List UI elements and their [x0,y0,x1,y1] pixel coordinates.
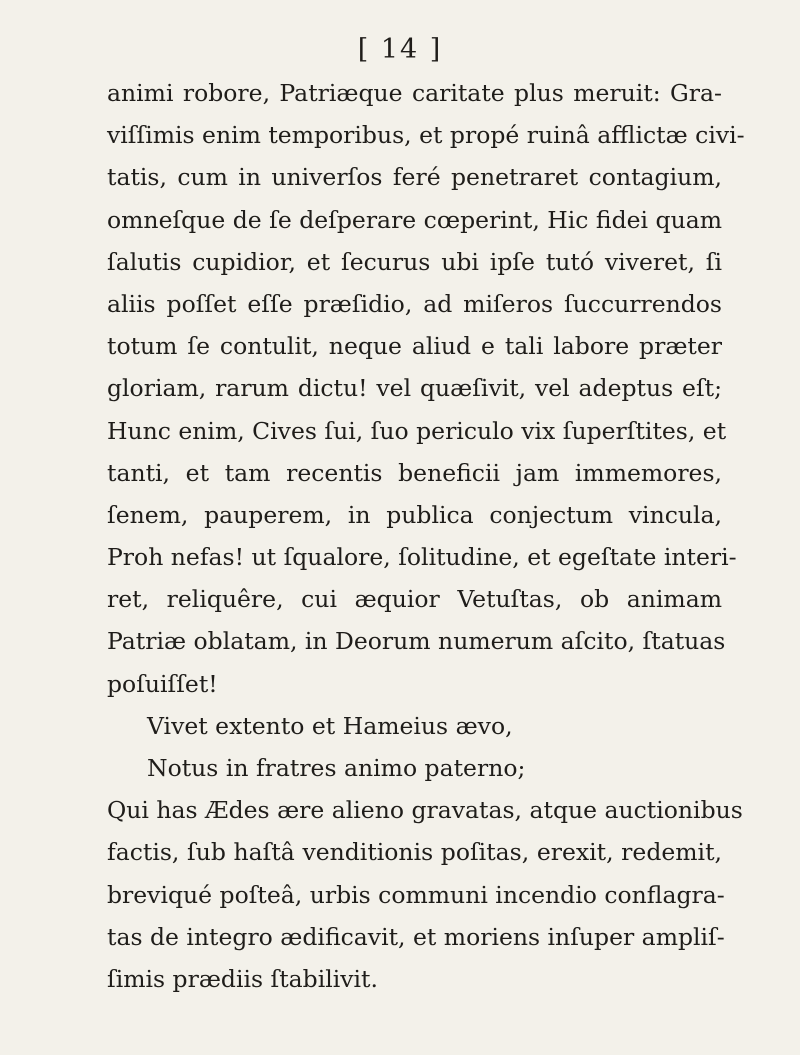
text-line: Proh nefas! ut ſqualore, ſolitudine, et egeſtate interi- [107,543,737,572]
text-line: ſalutis cupidior, et ſecurus ubi ipſe tutó viveret, ſi [107,247,722,276]
text-line: tatis, cum in univerſos feré penetraret contagium, [107,163,722,192]
text-line: totum ſe contulit, neque aliud e tali labore præter [107,332,722,361]
body-text [107,72,745,1000]
text-line: tanti, et tam recentis beneficii jam immemores, [107,458,722,487]
text-line: ſimis prædiis ſtabilivit. [107,964,378,993]
text-line: animi robore, Patriæque caritate plus meruit: Gra- [107,79,722,107]
verse-line: Notus in fratres animo paterno; [147,754,526,782]
text-line: omneſque de ſe deſperare cœperint, Hic fidei quam [107,205,723,234]
text-line: viſſimis enim temporibus, et propé ruinâ afflictæ civi- [107,121,745,150]
text-line: gloriam, rarum dictu! vel quæſivit, vel adeptus eſt; [107,374,722,403]
text-line: Qui has Ædes ære alieno gravatas, atque auctionibus [107,796,743,825]
text-line: aliis poſſet eſſe præſidio, ad miſeros ſuccurrendos [107,289,722,318]
text-line: Hunc enim, Cives ſui, ſuo periculo vix ſuperſtites, et [107,416,727,445]
text-line: ret, reliquêre, cui æquior Vetuſtas, ob animam [107,585,722,614]
verse-line: Vivet extento et Hameius ævo, [147,711,513,740]
text-line: breviqué poſteâ, urbis communi incendio conflagra- [107,880,725,909]
text-line: ſenem, pauperem, in publica conjectum vincula, [107,500,722,529]
text-line: tas de integro ædificavit, et moriens inſuper ampliſ- [107,922,725,951]
text-line: Patriæ oblatam, in Deorum numerum aſcito, ſtatuas [107,627,726,656]
page-number: [ 14 ] [357,34,443,65]
text-line: factis, ſub haſtâ venditionis poſitas, erexit, redemit, [107,838,722,867]
text-line: poſuiſſet! [107,669,218,698]
